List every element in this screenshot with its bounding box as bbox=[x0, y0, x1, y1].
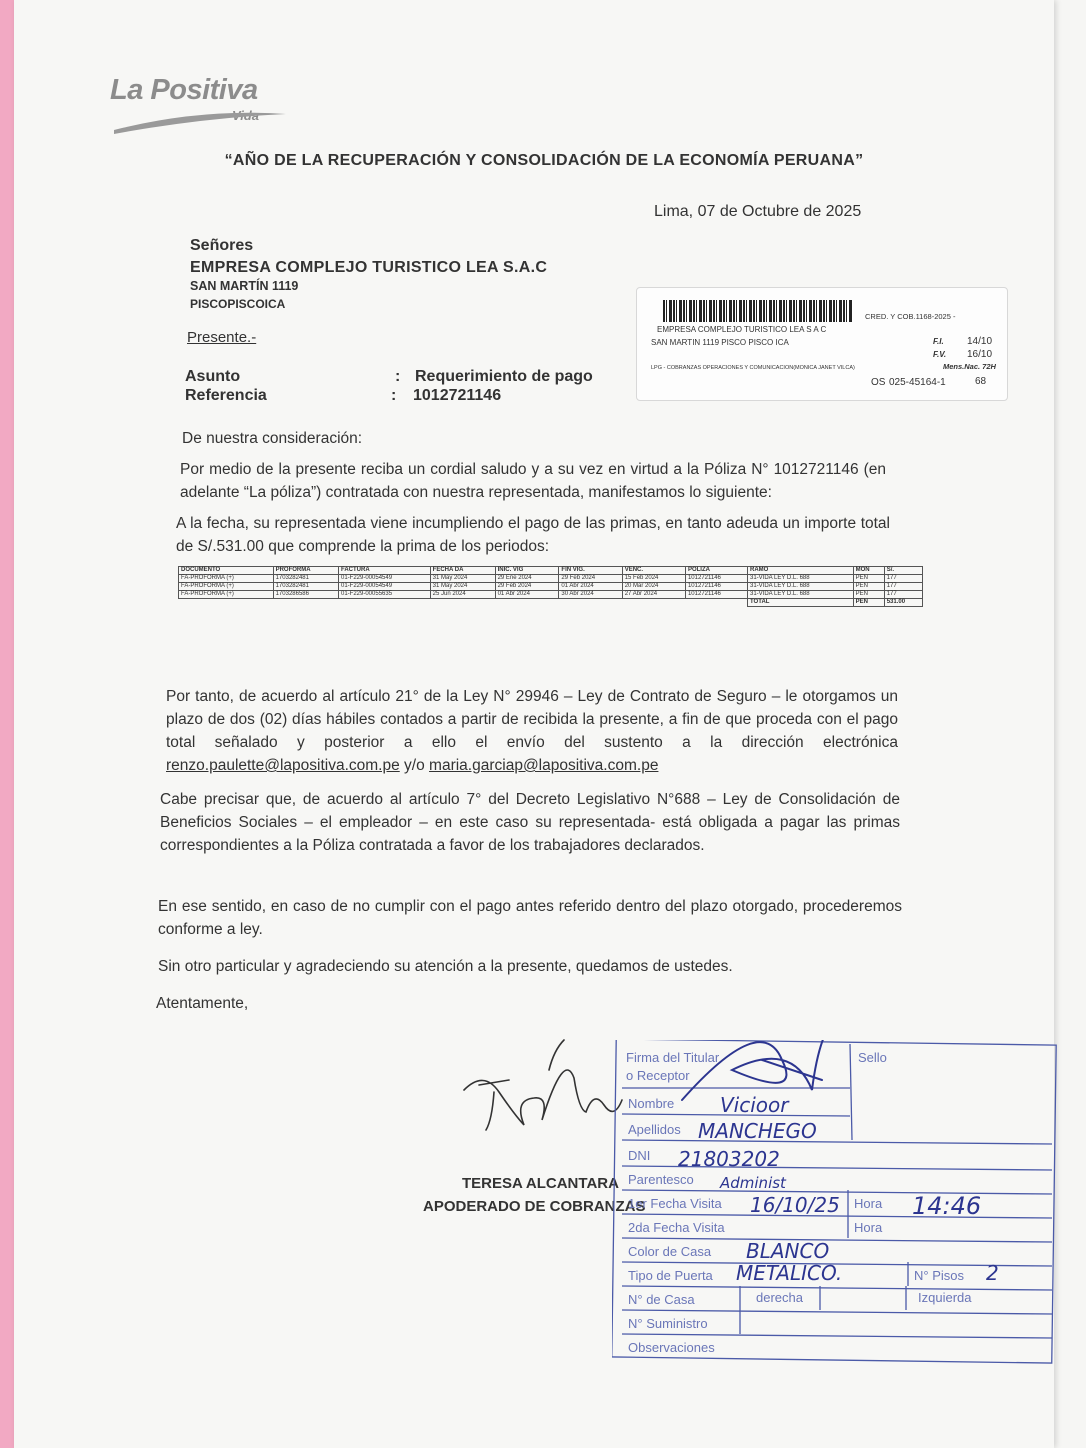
total-value: 531.00 bbox=[884, 599, 922, 607]
label-mens: Mens.Nac. 72H bbox=[943, 362, 996, 371]
table-cell: 20 Mar 2024 bbox=[622, 583, 685, 591]
recipient-salutation: Señores bbox=[190, 237, 254, 254]
table-cell: 30 Abr 2024 bbox=[559, 591, 622, 599]
label-fv-value: 16/10 bbox=[967, 349, 993, 360]
courier-label bbox=[636, 287, 1008, 401]
hw-fecha: 16/10/25 bbox=[750, 1193, 840, 1217]
recipient-city: PISCOPISCOICA bbox=[190, 297, 286, 311]
hw-nombre: Vicioor bbox=[720, 1093, 789, 1117]
letter-date: Lima, 07 de Octubre de 2025 bbox=[654, 203, 862, 220]
table-cell: 177 bbox=[884, 583, 922, 591]
stamp-fecha-label: 1er Fecha Visita bbox=[628, 1196, 722, 1211]
email-link-2[interactable]: maria.garciap@lapositiva.com.pe bbox=[429, 757, 659, 774]
table-header: PROFORMA bbox=[273, 567, 338, 575]
stamp-hora2-label: Hora bbox=[854, 1220, 883, 1235]
table-cell: PEN bbox=[853, 591, 884, 599]
logo-swoosh-icon bbox=[110, 104, 290, 136]
stamp-observaciones-label: Observaciones bbox=[628, 1340, 715, 1355]
label-fi-value: 14/10 bbox=[967, 336, 993, 347]
table-cell: 31 May 2024 bbox=[430, 583, 495, 591]
label-cred: CRED. Y COB.1168-2025 - bbox=[865, 312, 956, 321]
recipient-street: SAN MARTÍN 1119 bbox=[190, 279, 299, 293]
table-cell: 01-F229-00055635 bbox=[339, 591, 431, 599]
label-dept: LPG - COBRANZAS OPERACIONES Y COMUNICACION(MONICA JANET VILCA) bbox=[651, 365, 855, 371]
table-cell: 01-F229-00054549 bbox=[339, 583, 431, 591]
table-row bbox=[179, 591, 923, 599]
email-separator: y/o bbox=[404, 757, 425, 774]
table-cell: 29 Ene 2024 bbox=[495, 575, 559, 583]
table-total-row bbox=[179, 599, 923, 607]
company-logo: La Positiva bbox=[110, 74, 258, 106]
label-fv: F.V. bbox=[933, 350, 947, 359]
stamp-ncasa-label: N° de Casa bbox=[628, 1292, 695, 1307]
table-cell: 1703282481 bbox=[273, 575, 338, 583]
recipient-company: EMPRESA COMPLEJO TURISTICO LEA S.A.C bbox=[190, 259, 548, 276]
table-cell: FA-PROFORMA (+) bbox=[179, 591, 274, 599]
receiver-signature-icon bbox=[682, 1040, 827, 1100]
table-cell-empty bbox=[179, 599, 274, 607]
table-cell-empty bbox=[430, 599, 495, 607]
table-header: RAMO bbox=[748, 567, 854, 575]
stamp-receptor-label: o Receptor bbox=[626, 1068, 690, 1083]
table-cell: PEN bbox=[853, 583, 884, 591]
paragraph-5: En ese sentido, en caso de no cumplir con el pago antes referido dentro del plazo otorgado, procederemos conforme a ley. bbox=[158, 898, 902, 938]
table-row bbox=[179, 583, 923, 591]
stamp-suministro-label: N° Suministro bbox=[628, 1316, 708, 1331]
asunto-value: Requerimiento de pago bbox=[415, 368, 593, 385]
stamp-parentesco-label: Parentesco bbox=[628, 1172, 694, 1187]
table-header: S/. bbox=[884, 567, 922, 575]
hw-parentesco: Administ bbox=[720, 1174, 786, 1192]
table-cell-empty bbox=[339, 599, 431, 607]
table-cell: 01 Abr 2024 bbox=[559, 583, 622, 591]
referencia-colon: : bbox=[391, 387, 397, 404]
table-cell: 27 Abr 2024 bbox=[622, 591, 685, 599]
table-cell: 31-VIDA LEY D.L. 688 bbox=[748, 575, 854, 583]
table-cell: PEN bbox=[853, 575, 884, 583]
presente-label: Presente.- bbox=[187, 329, 257, 346]
table-cell: 31-VIDA LEY D.L. 688 bbox=[748, 583, 854, 591]
total-label: TOTAL bbox=[748, 599, 854, 607]
label-os-value: 025-45164-1 bbox=[889, 377, 946, 388]
paragraph-6: Sin otro particular y agradeciendo su atención a la presente, quedamos de ustedes. bbox=[158, 958, 733, 975]
table-header: MON bbox=[853, 567, 884, 575]
stamp-color-label: Color de Casa bbox=[628, 1244, 712, 1259]
hw-color: BLANCO bbox=[746, 1239, 830, 1263]
table-cell: 01 Abr 2024 bbox=[495, 591, 559, 599]
table-cell: 29 Feb 2024 bbox=[495, 583, 559, 591]
hw-apellidos: MANCHEGO bbox=[698, 1119, 817, 1143]
table-cell: FA-PROFORMA (+) bbox=[179, 575, 274, 583]
stamp-hora-label: Hora bbox=[854, 1196, 883, 1211]
table-cell: 01-F229-00054549 bbox=[339, 575, 431, 583]
table-cell-empty bbox=[685, 599, 747, 607]
table-cell: 31 May 2024 bbox=[430, 575, 495, 583]
table-cell-empty bbox=[495, 599, 559, 607]
table-header: POLIZA bbox=[685, 567, 747, 575]
table-cell: 29 Feb 2024 bbox=[559, 575, 622, 583]
table-cell: 1012721146 bbox=[685, 591, 747, 599]
table-cell: 1703282481 bbox=[273, 583, 338, 591]
asunto-label: Asunto bbox=[185, 368, 241, 385]
signature-icon bbox=[454, 1030, 634, 1150]
closing: Atentamente, bbox=[156, 995, 249, 1012]
stamp-nombre-label: Nombre bbox=[628, 1096, 675, 1111]
table-cell: FA-PROFORMA (+) bbox=[179, 583, 274, 591]
signer-role: APODERADO DE COBRANZAS bbox=[423, 1198, 646, 1215]
table-header: FECHA DA bbox=[430, 567, 495, 575]
table-cell: 1703286586 bbox=[273, 591, 338, 599]
table-cell-empty bbox=[273, 599, 338, 607]
stamp-izquierda-label: Izquierda bbox=[918, 1290, 972, 1305]
hw-hora: 14:46 bbox=[912, 1192, 982, 1220]
reception-stamp bbox=[612, 1040, 1060, 1366]
table-header-row bbox=[179, 567, 923, 575]
stamp-sello-label: Sello bbox=[858, 1050, 887, 1065]
stamp-derecha-label: derecha bbox=[756, 1290, 803, 1305]
letter-page bbox=[14, 0, 1054, 1448]
paragraph-2: A la fecha, su representada viene incumpliendo el pago de las primas, en tanto adeuda un importe total de S/.531.00 que comprende la prima de los periodos: bbox=[176, 515, 890, 555]
table-header: VENC. bbox=[622, 567, 685, 575]
table-cell: 15 Feb 2024 bbox=[622, 575, 685, 583]
hw-dni: 21803202 bbox=[678, 1147, 780, 1171]
table-cell-empty bbox=[559, 599, 622, 607]
paragraph-4: Cabe precisar que, de acuerdo al artículo 7° del Decreto Legislativo N°688 – Ley de Consolidación de Beneficios Sociales – el empleador – en este caso su representada- está obligada a pagar las primas correspondientes a la Póliza contratada a favor de los trabajadores declarados. bbox=[160, 791, 900, 854]
table-row bbox=[179, 575, 923, 583]
barcode-icon bbox=[663, 300, 853, 322]
hw-puerta: METALICO. bbox=[736, 1261, 843, 1285]
table-header: INIC. VIG bbox=[495, 567, 559, 575]
stamp-dni-label: DNI bbox=[628, 1148, 651, 1163]
table-cell: 177 bbox=[884, 591, 922, 599]
table-header: DOCUMENTO bbox=[179, 567, 274, 575]
paragraph-3 bbox=[166, 685, 898, 777]
table-cell: 25 Jun 2024 bbox=[430, 591, 495, 599]
year-slogan: “AÑO DE LA RECUPERACIÓN Y CONSOLIDACIÓN DE LA ECONOMÍA PERUANA” bbox=[224, 152, 864, 169]
signer-name: TERESA ALCANTARA bbox=[462, 1175, 619, 1192]
email-link-1[interactable]: renzo.paulette@lapositiva.com.pe bbox=[166, 757, 400, 774]
table-cell: 177 bbox=[884, 575, 922, 583]
table-cell: 1012721146 bbox=[685, 575, 747, 583]
table-cell-empty bbox=[622, 599, 685, 607]
label-company: EMPRESA COMPLEJO TURISTICO LEA S A C bbox=[657, 325, 827, 334]
stamp-puerta-label: Tipo de Puerta bbox=[628, 1268, 713, 1283]
stamp-apellidos-label: Apellidos bbox=[628, 1122, 681, 1137]
asunto-colon: : bbox=[395, 368, 401, 385]
label-fi: F.I. bbox=[933, 337, 944, 346]
table-cell: 1012721146 bbox=[685, 583, 747, 591]
label-os-count: 68 bbox=[975, 376, 987, 387]
label-os: OS bbox=[871, 377, 886, 388]
stamp-firma-label: Firma del Titular bbox=[626, 1050, 720, 1065]
label-address: SAN MARTIN 1119 PISCO PISCO ICA bbox=[651, 338, 789, 347]
stamp-pisos-label: N° Pisos bbox=[914, 1268, 964, 1283]
table-header: FIN VIG. bbox=[559, 567, 622, 575]
hw-pisos: 2 bbox=[986, 1261, 999, 1285]
referencia-value: 1012721146 bbox=[413, 387, 502, 404]
paragraph-1: Por medio de la presente reciba un cordial saludo y a su vez en virtud a la Póliza N° 1012721146 (en adelante “La póliza”) contratada con nuestra representada, manifestamos lo siguiente: bbox=[180, 461, 886, 501]
table-header: FACTURA bbox=[339, 567, 431, 575]
table-cell: 31-VIDA LEY D.L. 688 bbox=[748, 591, 854, 599]
premium-table bbox=[178, 566, 923, 607]
referencia-label: Referencia bbox=[185, 387, 267, 404]
greeting: De nuestra consideración: bbox=[182, 430, 363, 447]
stamp-fecha2-label: 2da Fecha Visita bbox=[628, 1220, 725, 1235]
total-currency: PEN bbox=[853, 599, 884, 607]
paragraph-3-text: Por tanto, de acuerdo al artículo 21° de la Ley N° 29946 – Ley de Contrato de Seguro – le otorgamos un plazo de dos (02) días hábiles contados a partir de recibida la presente, a fin de que proceda con el pago total señalado y posterior a ello el envío del sustento a la dirección electrónica bbox=[166, 688, 898, 751]
